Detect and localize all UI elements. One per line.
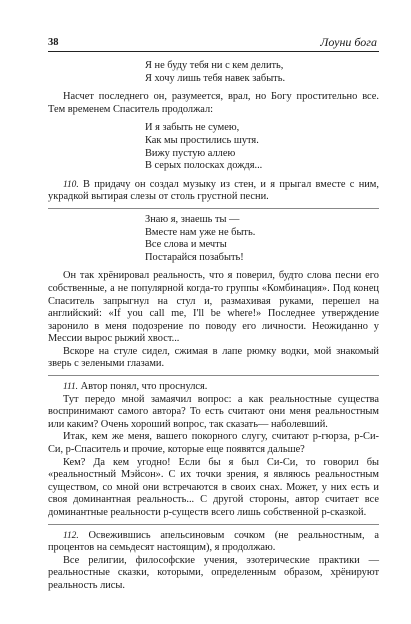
verse-line: Я не буду тебя ни с кем делить,: [145, 60, 284, 71]
running-header: [48, 37, 379, 52]
verse-line: Я хочу лишь тебя навек забыть.: [145, 72, 286, 84]
verse-3: [145, 214, 379, 264]
paragraph: Кем? Да кем угодно! Если бы я был Си-Си, то говорил бы «реальностный Мэйсон». С их точки зрения, я являюсь реальностным существом, со мной они встречаются в своих снах. Может, у них есть и своя доминантная реальность... С другой стороны, автор считает все доминантные реальности р-существ всего лишь собственной р-сказкой.: [48, 456, 379, 518]
page-body: [48, 60, 379, 593]
verse-line: Вместе нам уже не быть.: [145, 226, 256, 238]
verse-2: [145, 122, 379, 172]
paragraph: Итак, кем же меня, вашего покорного слугу, считают р-гюрза, р-Си-Си, р-Спаситель и прочие, которые еще появятся дальше?: [48, 431, 379, 456]
verse-line: Все слова и мечты: [145, 239, 227, 251]
verse-line: Знаю я, знаешь ты —: [145, 213, 240, 225]
verse-line: Как мы простились шутя.: [145, 134, 259, 146]
section-text: Освежившись апельсиновым сочком (не реальностным, а процентов на семьдесят настоящим), я продолжаю.: [48, 529, 379, 554]
paragraph: Вскоре на стуле сидел, сжимая в лапе рюмку водки, мой знакомый зверь с зелеными глазами.: [48, 345, 379, 370]
paragraph: Он так хрёнировал реальность, что я поверил, будто слова песни его собственные, а не популярной когда-то группы «Комбинация». Под конец Спаситель запрыгнул на стул и, размахивая руками, перешел на английский: «If you call me, I'll be where!» Последнее утверждение заронило в меня подозрение по поводу его личности. Неожиданно у Мессии вырос рыжий хвост...: [48, 270, 379, 345]
paragraph: Насчет последнего он, разумеется, врал, но Богу простительно все. Тем временем Спаситель продолжал:: [48, 91, 379, 115]
section-number: 110.: [63, 179, 79, 190]
section-text: Автор понял, что проснулся.: [80, 381, 208, 393]
section-divider: [48, 208, 379, 209]
verse-line: Вижу пустую аллею: [145, 147, 236, 159]
verse-line: И я забыть не сумею,: [145, 122, 240, 134]
section-111: [48, 381, 379, 394]
section-divider: [48, 524, 379, 525]
section-112: [48, 530, 379, 555]
section-text: В придачу он создал музыку из стен, и я прыгал вместе с ним, украдкой вытирая слезы от столь грустной песни.: [48, 178, 379, 203]
running-title: Лоуни бога: [320, 35, 377, 49]
verse-1: [145, 60, 379, 85]
section-110: [48, 179, 379, 204]
section-number: 112.: [63, 530, 79, 541]
paragraph: Все религии, философские учения, эзотерические практики — реальностные сказки, которыми, определенным образом, хрёнируют реальность лисы.: [48, 554, 379, 591]
section-number: 111.: [63, 382, 79, 393]
paragraph: Тут передо мной замаячил вопрос: а как реальностные существа воспринимают самого автора? То есть считают они меня реальностным или каким? Очень хороший вопрос, так сказать— наболевший.: [48, 393, 379, 430]
page-number: 38: [48, 37, 59, 48]
section-divider: [48, 375, 379, 376]
verse-line: Постарайся позабыть!: [145, 251, 244, 263]
verse-line: В серых полосках дождя...: [145, 160, 263, 172]
